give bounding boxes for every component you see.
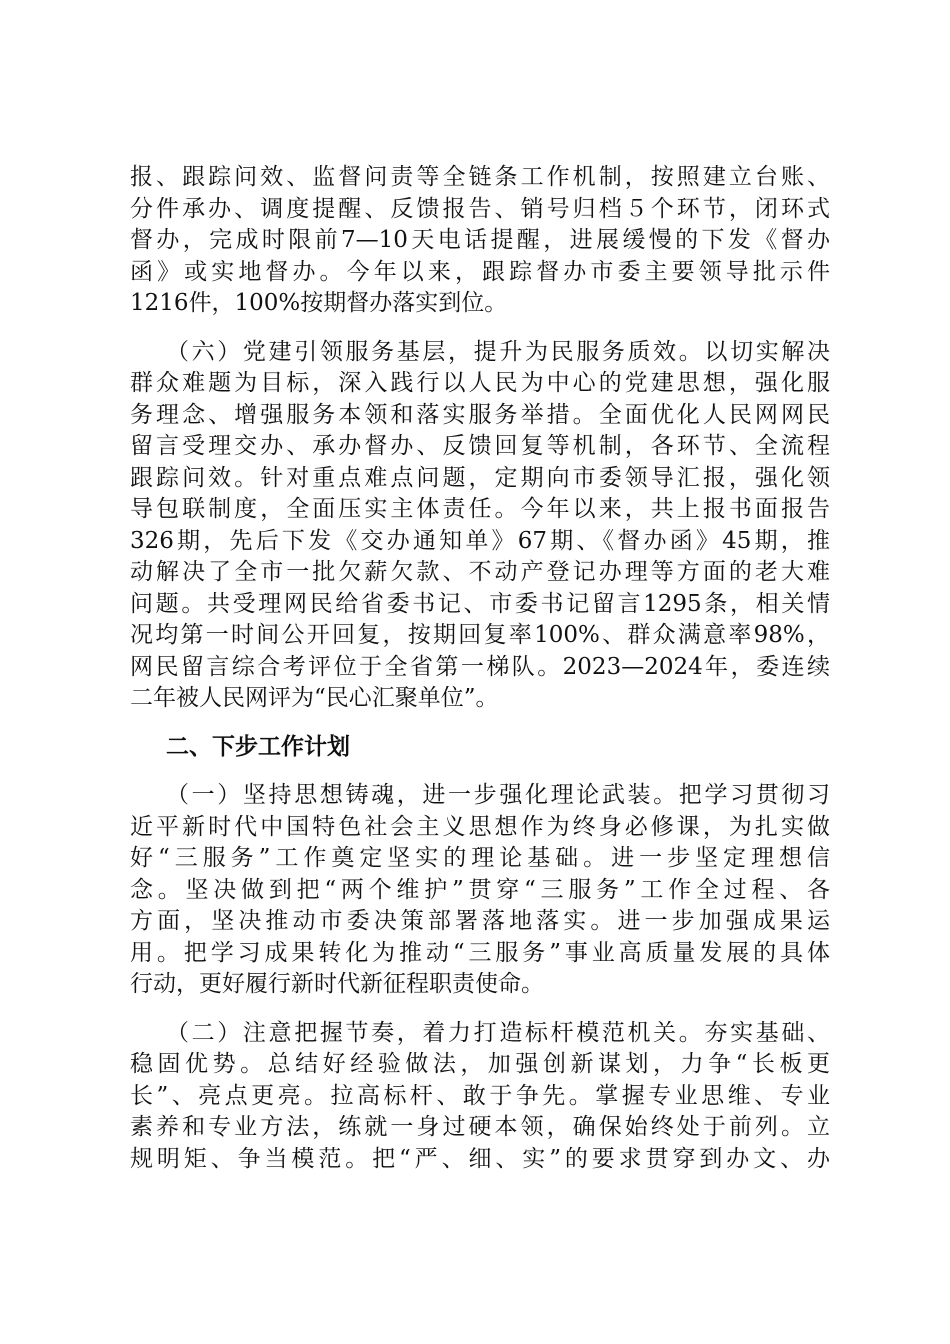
text-line: 二年被人民网评为“民心汇聚单位”。 bbox=[130, 685, 499, 711]
text-line: 分件承办、调度提醒、反馈报告、销号归档５个环节，闭环式 bbox=[130, 195, 830, 222]
paragraph-supervision-mechanism bbox=[130, 162, 830, 320]
text-line: 用。把学习成果转化为推动“三服务”事业高质量发展的具体 bbox=[130, 939, 830, 966]
section-heading: 二、下步工作计划 bbox=[166, 733, 350, 760]
text-line: 规明矩、争当模范。把“严、细、实”的要求贯穿到办文、办 bbox=[130, 1145, 830, 1172]
text-line: 况均第一时间公开回复，按期回复率100%、群众满意率98%， bbox=[130, 622, 830, 648]
text-line: 问题。共受理网民给省委书记、市委书记留言1295条，相关情 bbox=[130, 590, 830, 617]
text-line: 网民留言综合考评位于全省第一梯队。2023—2024年，委连续 bbox=[130, 653, 830, 680]
text-line: 群众难题为目标，深入践行以人民为中心的党建思想，强化服 bbox=[130, 370, 830, 396]
text-line: 函》或实地督办。今年以来，跟踪督办市委主要领导批示件 bbox=[130, 258, 830, 285]
text-line: 方面，坚决推动市委决策部署落地落实。进一步加强成果运 bbox=[130, 908, 830, 934]
text-line: （六）党建引领服务基层，提升为民服务质效。以切实解决 bbox=[166, 338, 830, 365]
text-line: 动解决了全市一批欠薪欠款、不动产登记办理等方面的老大难 bbox=[130, 559, 830, 585]
text-line: 导包联制度，全面压实主体责任。今年以来，共上报书面报告 bbox=[130, 496, 830, 522]
text-line: 1216件，100%按期督办落实到位。 bbox=[130, 290, 508, 316]
text-line: 素养和专业方法，练就一身过硬本领，确保始终处于前列。立 bbox=[130, 1114, 830, 1140]
text-line: 好“三服务”工作奠定坚实的理论基础。进一步坚定理想信 bbox=[130, 845, 830, 871]
text-line: 报、跟踪问效、监督问责等全链条工作机制，按照建立台账、 bbox=[130, 164, 830, 190]
text-line: 行动，更好履行新时代新征程职责使命。 bbox=[130, 971, 544, 997]
paragraph-party-building-service bbox=[130, 337, 830, 715]
text-line: 跟踪问效。针对重点难点问题，定期向市委领导汇报，强化领 bbox=[130, 464, 830, 491]
text-line: 留言受理交办、承办督办、反馈回复等机制，各环节、全流程 bbox=[130, 433, 830, 459]
document-body bbox=[130, 162, 830, 1175]
text-line: （一）坚持思想铸魂，进一步强化理论武装。把学习贯彻习 bbox=[166, 782, 830, 808]
text-line: 督办，完成时限前7—10天电话提醒，进展缓慢的下发《督办 bbox=[130, 227, 830, 253]
paragraph-theory-arming bbox=[130, 780, 830, 1001]
text-line: 326期，先后下发《交办通知单》67期、《督办函》45期，推 bbox=[130, 527, 830, 554]
text-line: 长”、亮点更亮。拉高标杆、敢于争先。掌握专业思维、专业 bbox=[130, 1082, 830, 1109]
text-line: 念。坚决做到把“两个维护”贯穿“三服务”工作全过程、各 bbox=[130, 876, 830, 903]
text-line: 近平新时代中国特色社会主义思想作为终身必修课，为扎实做 bbox=[130, 813, 830, 840]
text-line: （二）注意把握节奏，着力打造标杆模范机关。夯实基础、 bbox=[166, 1019, 830, 1046]
text-line: 稳固优势。总结好经验做法，加强创新谋划，力争“长板更 bbox=[130, 1051, 830, 1077]
paragraph-model-organ bbox=[130, 1018, 830, 1176]
text-line: 务理念、增强服务本领和落实服务举措。全面优化人民网网民 bbox=[130, 401, 830, 428]
